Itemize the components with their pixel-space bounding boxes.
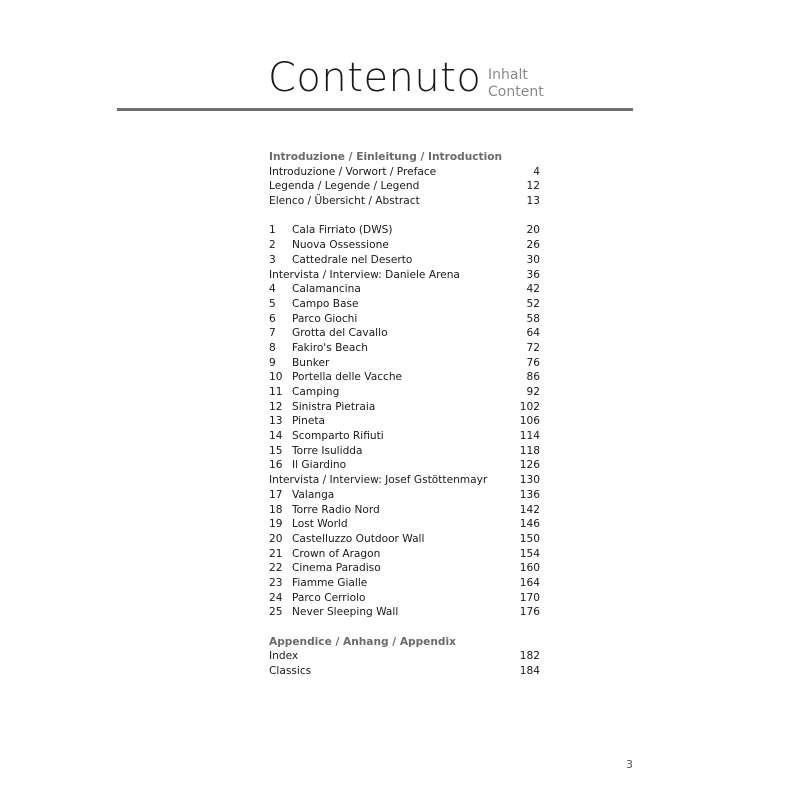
toc-entry <box>269 458 540 473</box>
toc-entry <box>269 429 540 444</box>
toc-entry <box>269 282 540 297</box>
entry-title: Cala Firriato (DWS) <box>292 224 393 237</box>
entry-number: 19 <box>269 518 283 531</box>
entry-page: 13 <box>526 195 540 208</box>
entry-number: 18 <box>269 503 283 516</box>
toc-entry <box>269 414 540 429</box>
entry-title: Torre Radio Nord <box>292 503 380 516</box>
entry-title: Fakiro's Beach <box>292 341 368 354</box>
page-subtitle <box>488 67 544 101</box>
entry-title: Camping <box>292 386 340 399</box>
entry-number: 10 <box>269 371 283 384</box>
entry-page: 72 <box>526 341 540 354</box>
entry-title: Fiamme Gialle <box>292 576 368 589</box>
entry-title: Campo Base <box>292 297 359 310</box>
entry-number: 11 <box>269 386 283 399</box>
entry-page: 136 <box>519 488 540 501</box>
toc-entry <box>269 385 540 400</box>
entry-title: Pineta <box>292 415 325 428</box>
entry-title: Crown of Aragon <box>292 547 381 560</box>
entry-page: 182 <box>519 650 540 663</box>
entry-number: 15 <box>269 444 283 457</box>
toc-entry <box>269 194 540 209</box>
subtitle-german: Inhalt <box>488 67 528 83</box>
entry-title: Intervista / Interview: Josef Gstöttenmayr <box>269 474 488 487</box>
entry-page: 92 <box>526 386 540 399</box>
entry-number: 14 <box>269 430 283 443</box>
entry-number: 17 <box>269 488 283 501</box>
page-title: Contenuto <box>268 55 482 101</box>
entry-number: 9 <box>269 356 276 369</box>
entry-title: Nuova Ossessione <box>292 239 389 252</box>
entry-title: Cattedrale nel Deserto <box>292 253 413 266</box>
toc-entry <box>269 268 540 283</box>
entry-number: 13 <box>269 415 283 428</box>
toc-entry <box>269 253 540 268</box>
entry-title: Castelluzzo Outdoor Wall <box>292 532 425 545</box>
entry-number: 23 <box>269 576 283 589</box>
toc-entry <box>269 238 540 253</box>
toc-entry <box>269 165 540 180</box>
toc-entry <box>269 179 540 194</box>
entry-title: Legenda / Legende / Legend <box>269 180 420 193</box>
toc-entry <box>269 576 540 591</box>
entry-title: Cinema Paradiso <box>292 562 381 575</box>
section-heading: Introduzione / Einleitung / Introduction <box>269 151 503 163</box>
toc-entry <box>269 297 540 312</box>
toc-entry <box>269 326 540 341</box>
entry-page: 106 <box>519 415 540 428</box>
entry-page: 154 <box>519 547 540 560</box>
entry-title: Grotta del Cavallo <box>292 327 388 340</box>
toc-entry <box>269 223 540 238</box>
entry-number: 20 <box>269 532 283 545</box>
toc-entry <box>269 312 540 327</box>
entry-page: 64 <box>526 327 540 340</box>
toc-entry <box>269 444 540 459</box>
entry-page: 86 <box>526 371 540 384</box>
entry-title: Introduzione / Vorwort / Preface <box>269 165 437 178</box>
entry-page: 118 <box>519 444 540 457</box>
title-divider <box>117 108 633 111</box>
toc-entry <box>269 473 540 488</box>
entry-title: Intervista / Interview: Daniele Arena <box>269 268 460 281</box>
entry-number: 6 <box>269 312 276 325</box>
entry-number: 4 <box>269 283 276 296</box>
entry-page: 160 <box>519 562 540 575</box>
toc-entry <box>269 341 540 356</box>
section-gap <box>269 620 540 635</box>
entry-title: Il Giardino <box>292 459 347 472</box>
entry-number: 3 <box>269 253 276 266</box>
toc-entry <box>269 561 540 576</box>
toc-entry <box>269 503 540 518</box>
entry-page: 30 <box>526 253 540 266</box>
entry-page: 176 <box>519 606 540 619</box>
entry-title: Classics <box>269 665 312 678</box>
entry-page: 58 <box>526 312 540 325</box>
toc-entry <box>269 547 540 562</box>
entry-page: 146 <box>519 518 540 531</box>
section-heading: Appendice / Anhang / Appendix <box>269 635 456 648</box>
entry-page: 4 <box>533 165 540 178</box>
entry-number: 25 <box>269 606 283 619</box>
entry-number: 7 <box>269 327 276 340</box>
entry-page: 102 <box>519 400 540 413</box>
entry-title: Valanga <box>292 488 335 501</box>
entry-number: 22 <box>269 562 283 575</box>
entry-title: Sinistra Pietraia <box>292 400 376 413</box>
entry-number: 21 <box>269 547 283 560</box>
entry-page: 52 <box>526 297 540 310</box>
entry-title: Calamancina <box>292 283 361 296</box>
entry-page: 164 <box>519 576 540 589</box>
toc-entry <box>269 356 540 371</box>
entry-page: 20 <box>526 224 540 237</box>
entry-page: 170 <box>519 591 540 604</box>
entry-title: Scomparto Rifiuti <box>292 430 384 443</box>
toc-entry <box>269 664 540 679</box>
section-gap <box>269 209 540 224</box>
toc-entry <box>269 605 540 620</box>
toc-entry <box>269 649 540 664</box>
page-number: 3 <box>626 758 633 771</box>
toc-entry <box>269 517 540 532</box>
entry-page: 184 <box>519 665 540 678</box>
entry-page: 36 <box>526 268 540 281</box>
entry-title: Bunker <box>292 356 330 369</box>
entry-number: 16 <box>269 459 283 472</box>
entry-number: 1 <box>269 224 276 237</box>
entry-title: Torre Isulidda <box>292 444 363 457</box>
table-of-contents <box>269 150 540 679</box>
entry-number: 5 <box>269 297 276 310</box>
entry-page: 76 <box>526 356 540 369</box>
toc-entry <box>269 400 540 415</box>
entry-page: 126 <box>519 459 540 472</box>
entry-page: 42 <box>526 283 540 296</box>
entry-number: 8 <box>269 341 276 354</box>
entry-page: 130 <box>519 474 540 487</box>
entry-title: Parco Cerriolo <box>292 591 366 604</box>
entry-title: Parco Giochi <box>292 312 358 325</box>
entry-page: 12 <box>526 180 540 193</box>
entry-title: Portella delle Vacche <box>292 371 403 384</box>
toc-entry <box>269 591 540 606</box>
entry-number: 2 <box>269 239 276 252</box>
entry-number: 12 <box>269 400 283 413</box>
entry-page: 114 <box>519 430 540 443</box>
subtitle-english: Content <box>488 84 544 100</box>
entry-title: Never Sleeping Wall <box>292 606 399 619</box>
entry-page: 150 <box>519 532 540 545</box>
entry-title: Index <box>269 650 299 663</box>
toc-entry <box>269 370 540 385</box>
entry-title: Lost World <box>292 518 348 531</box>
toc-entry <box>269 488 540 503</box>
entry-title: Elenco / Übersicht / Abstract <box>269 195 420 208</box>
toc-entry <box>269 532 540 547</box>
entry-page: 26 <box>526 239 540 252</box>
entry-number: 24 <box>269 591 283 604</box>
entry-page: 142 <box>519 503 540 516</box>
